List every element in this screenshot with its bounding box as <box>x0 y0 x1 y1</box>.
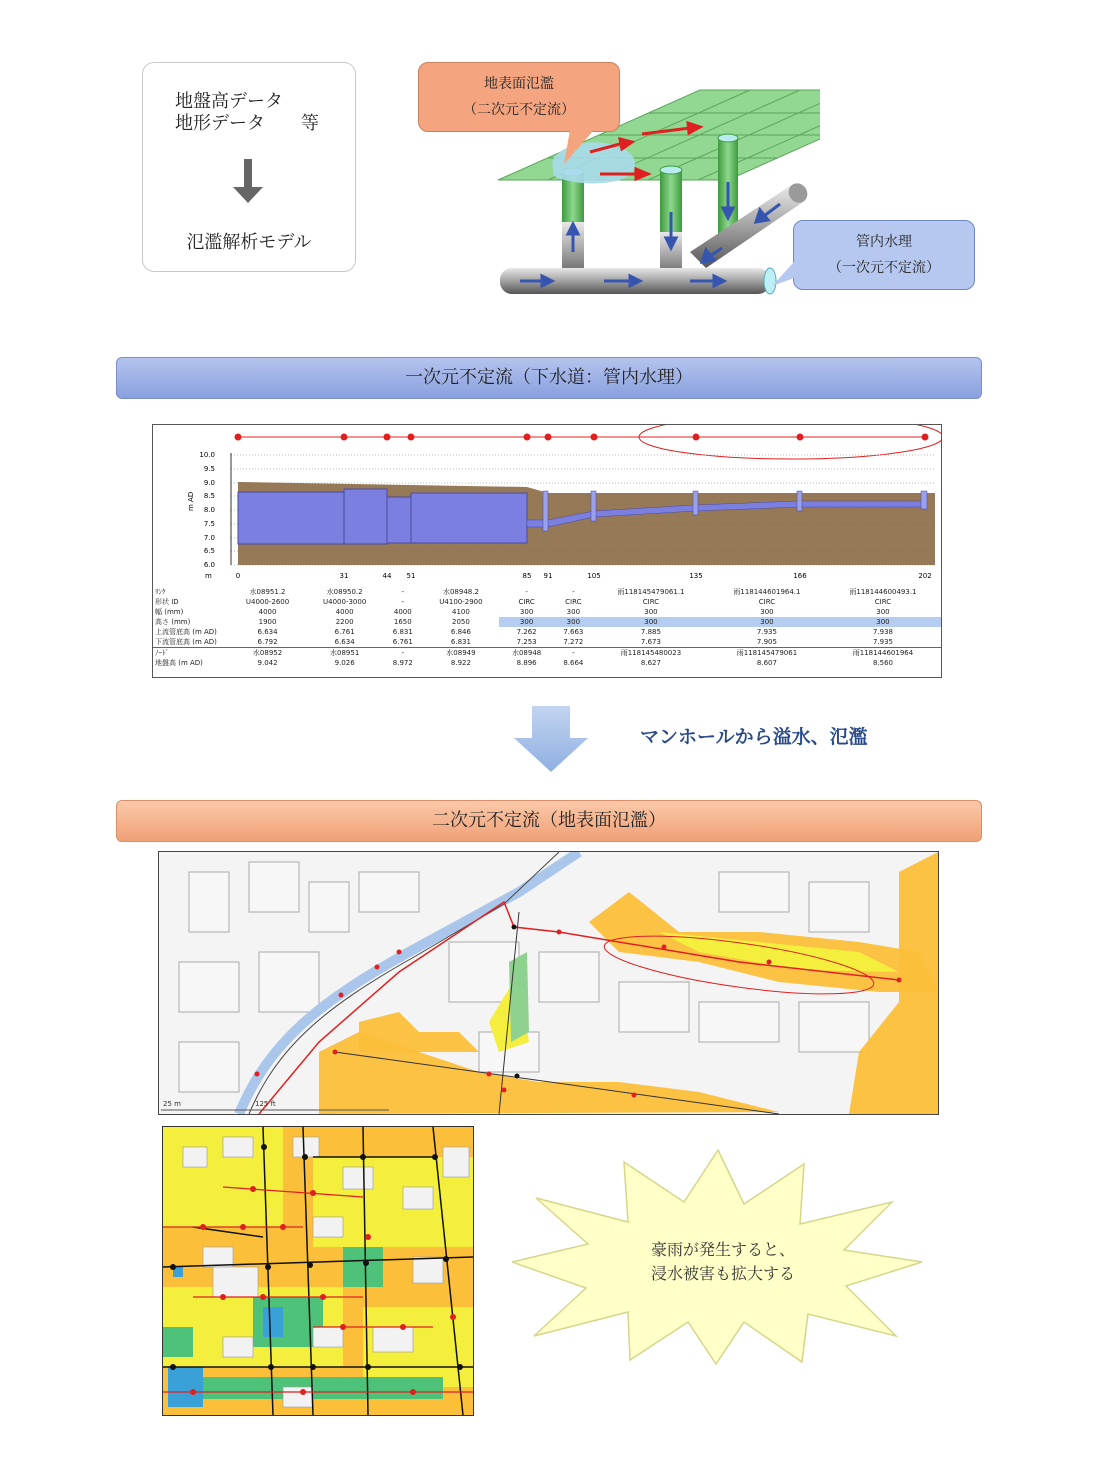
flood-map-overview-svg <box>163 1127 473 1415</box>
scale-feet: 125 ft <box>255 1100 276 1108</box>
pipe-hydraulics-title: 管内水理 <box>856 234 912 250</box>
callout-pointer-icon <box>560 128 600 168</box>
table-row: 高さ (mm) 1900 2200 1650 2050 300 300 300 300 300 <box>153 617 941 627</box>
ground-elevation-label: 地盤高データ <box>175 91 283 112</box>
starburst-line-1: 豪雨が発生すると、 <box>650 1240 795 1259</box>
svg-text:31: 31 <box>339 572 349 580</box>
table-row: 上流管底高 (m AD) 6.634 6.761 6.831 6.846 7.262 7.663 7.885 7.935 7.938 <box>155 628 893 636</box>
svg-text:51: 51 <box>406 572 416 580</box>
flood-map-detail-svg <box>159 852 938 1114</box>
terrain-data-label: 地形データ 等 <box>175 113 319 134</box>
svg-text:7.5: 7.5 <box>203 520 215 528</box>
scale-meters: 25 m <box>163 1100 181 1108</box>
table-row: 地盤高 (m AD) 9.042 9.026 8.972 8.922 8.896 8.664 8.627 8.607 8.560 <box>155 659 893 667</box>
banner-1d-flow: 一次元不定流（下水道：管内水理） <box>116 357 982 399</box>
svg-text:6.5: 6.5 <box>203 547 215 555</box>
svg-text:44: 44 <box>382 572 392 580</box>
pipe-hydraulics-callout <box>793 220 975 290</box>
svg-text:85: 85 <box>522 572 532 580</box>
x-axis-unit: m <box>205 572 212 580</box>
svg-text:8.5: 8.5 <box>203 492 215 500</box>
arrow-down-icon <box>233 159 263 205</box>
surface-flood-callout <box>418 62 620 132</box>
y-axis-label: m AD <box>187 491 195 511</box>
profile-table <box>153 587 941 668</box>
svg-text:0: 0 <box>235 572 241 580</box>
svg-text:10.0: 10.0 <box>199 451 215 459</box>
surface-flood-sub: （二次元不定流） <box>463 102 575 118</box>
pipe-hydraulics-sub: （一次元不定流） <box>828 260 940 276</box>
highlight-ellipse <box>639 425 941 459</box>
svg-text:105: 105 <box>587 572 601 580</box>
x-ticks <box>236 572 932 580</box>
model-input-text <box>175 91 319 135</box>
table-row: 形状 ID U4000-2600 U4000-3000 - U4100-2900 CIRC CIRC CIRC CIRC CIRC <box>155 598 892 606</box>
overflow-label: マンホールから溢水、氾濫 <box>640 726 868 748</box>
flood-model-label: 氾濫解析モデル <box>186 232 312 253</box>
svg-text:8.0: 8.0 <box>203 506 215 514</box>
model-input-box <box>142 62 356 272</box>
table-row: ﾉｰﾄﾞ 水08952 水08951 - 水08949 水08948 - 雨118145480023 雨118145479061 雨118144601964 <box>153 648 941 659</box>
table-row: 幅 (mm) 4000 4000 4000 4100 300 300 300 300 300 <box>155 608 890 616</box>
svg-text:202: 202 <box>918 572 932 580</box>
starburst-line-2: 浸水被害も拡大する <box>650 1264 795 1283</box>
svg-text:6.0: 6.0 <box>203 561 215 569</box>
table-row: 下流管底高 (m AD) 6.792 6.634 6.761 6.831 7.253 7.272 7.673 7.905 7.935 <box>155 638 893 646</box>
svg-text:91: 91 <box>543 572 553 580</box>
table-row: ﾘﾝｸ 水08951.2 水08950.2 - 水08948.2 - - 雨118145479061.1 雨118144601964.1 雨118144600493.1 <box>155 588 917 596</box>
surface-flood-title: 地表面氾濫 <box>484 76 554 92</box>
banner-2d-flow: 二次元不定流（地表面氾濫） <box>116 800 982 842</box>
sewer-profile-chart <box>153 425 941 585</box>
arrow-down-icon <box>512 706 590 774</box>
starburst-text <box>578 1238 868 1286</box>
flood-map-overview <box>162 1126 474 1416</box>
svg-text:135: 135 <box>689 572 703 580</box>
svg-text:9.5: 9.5 <box>203 465 215 473</box>
y-ticks <box>199 451 215 569</box>
callout-pointer-icon <box>770 260 800 290</box>
svg-text:7.0: 7.0 <box>203 534 215 542</box>
sewer-profile-panel <box>152 424 942 678</box>
flood-map-detail <box>158 851 939 1115</box>
svg-text:166: 166 <box>793 572 807 580</box>
svg-text:9.0: 9.0 <box>203 479 215 487</box>
